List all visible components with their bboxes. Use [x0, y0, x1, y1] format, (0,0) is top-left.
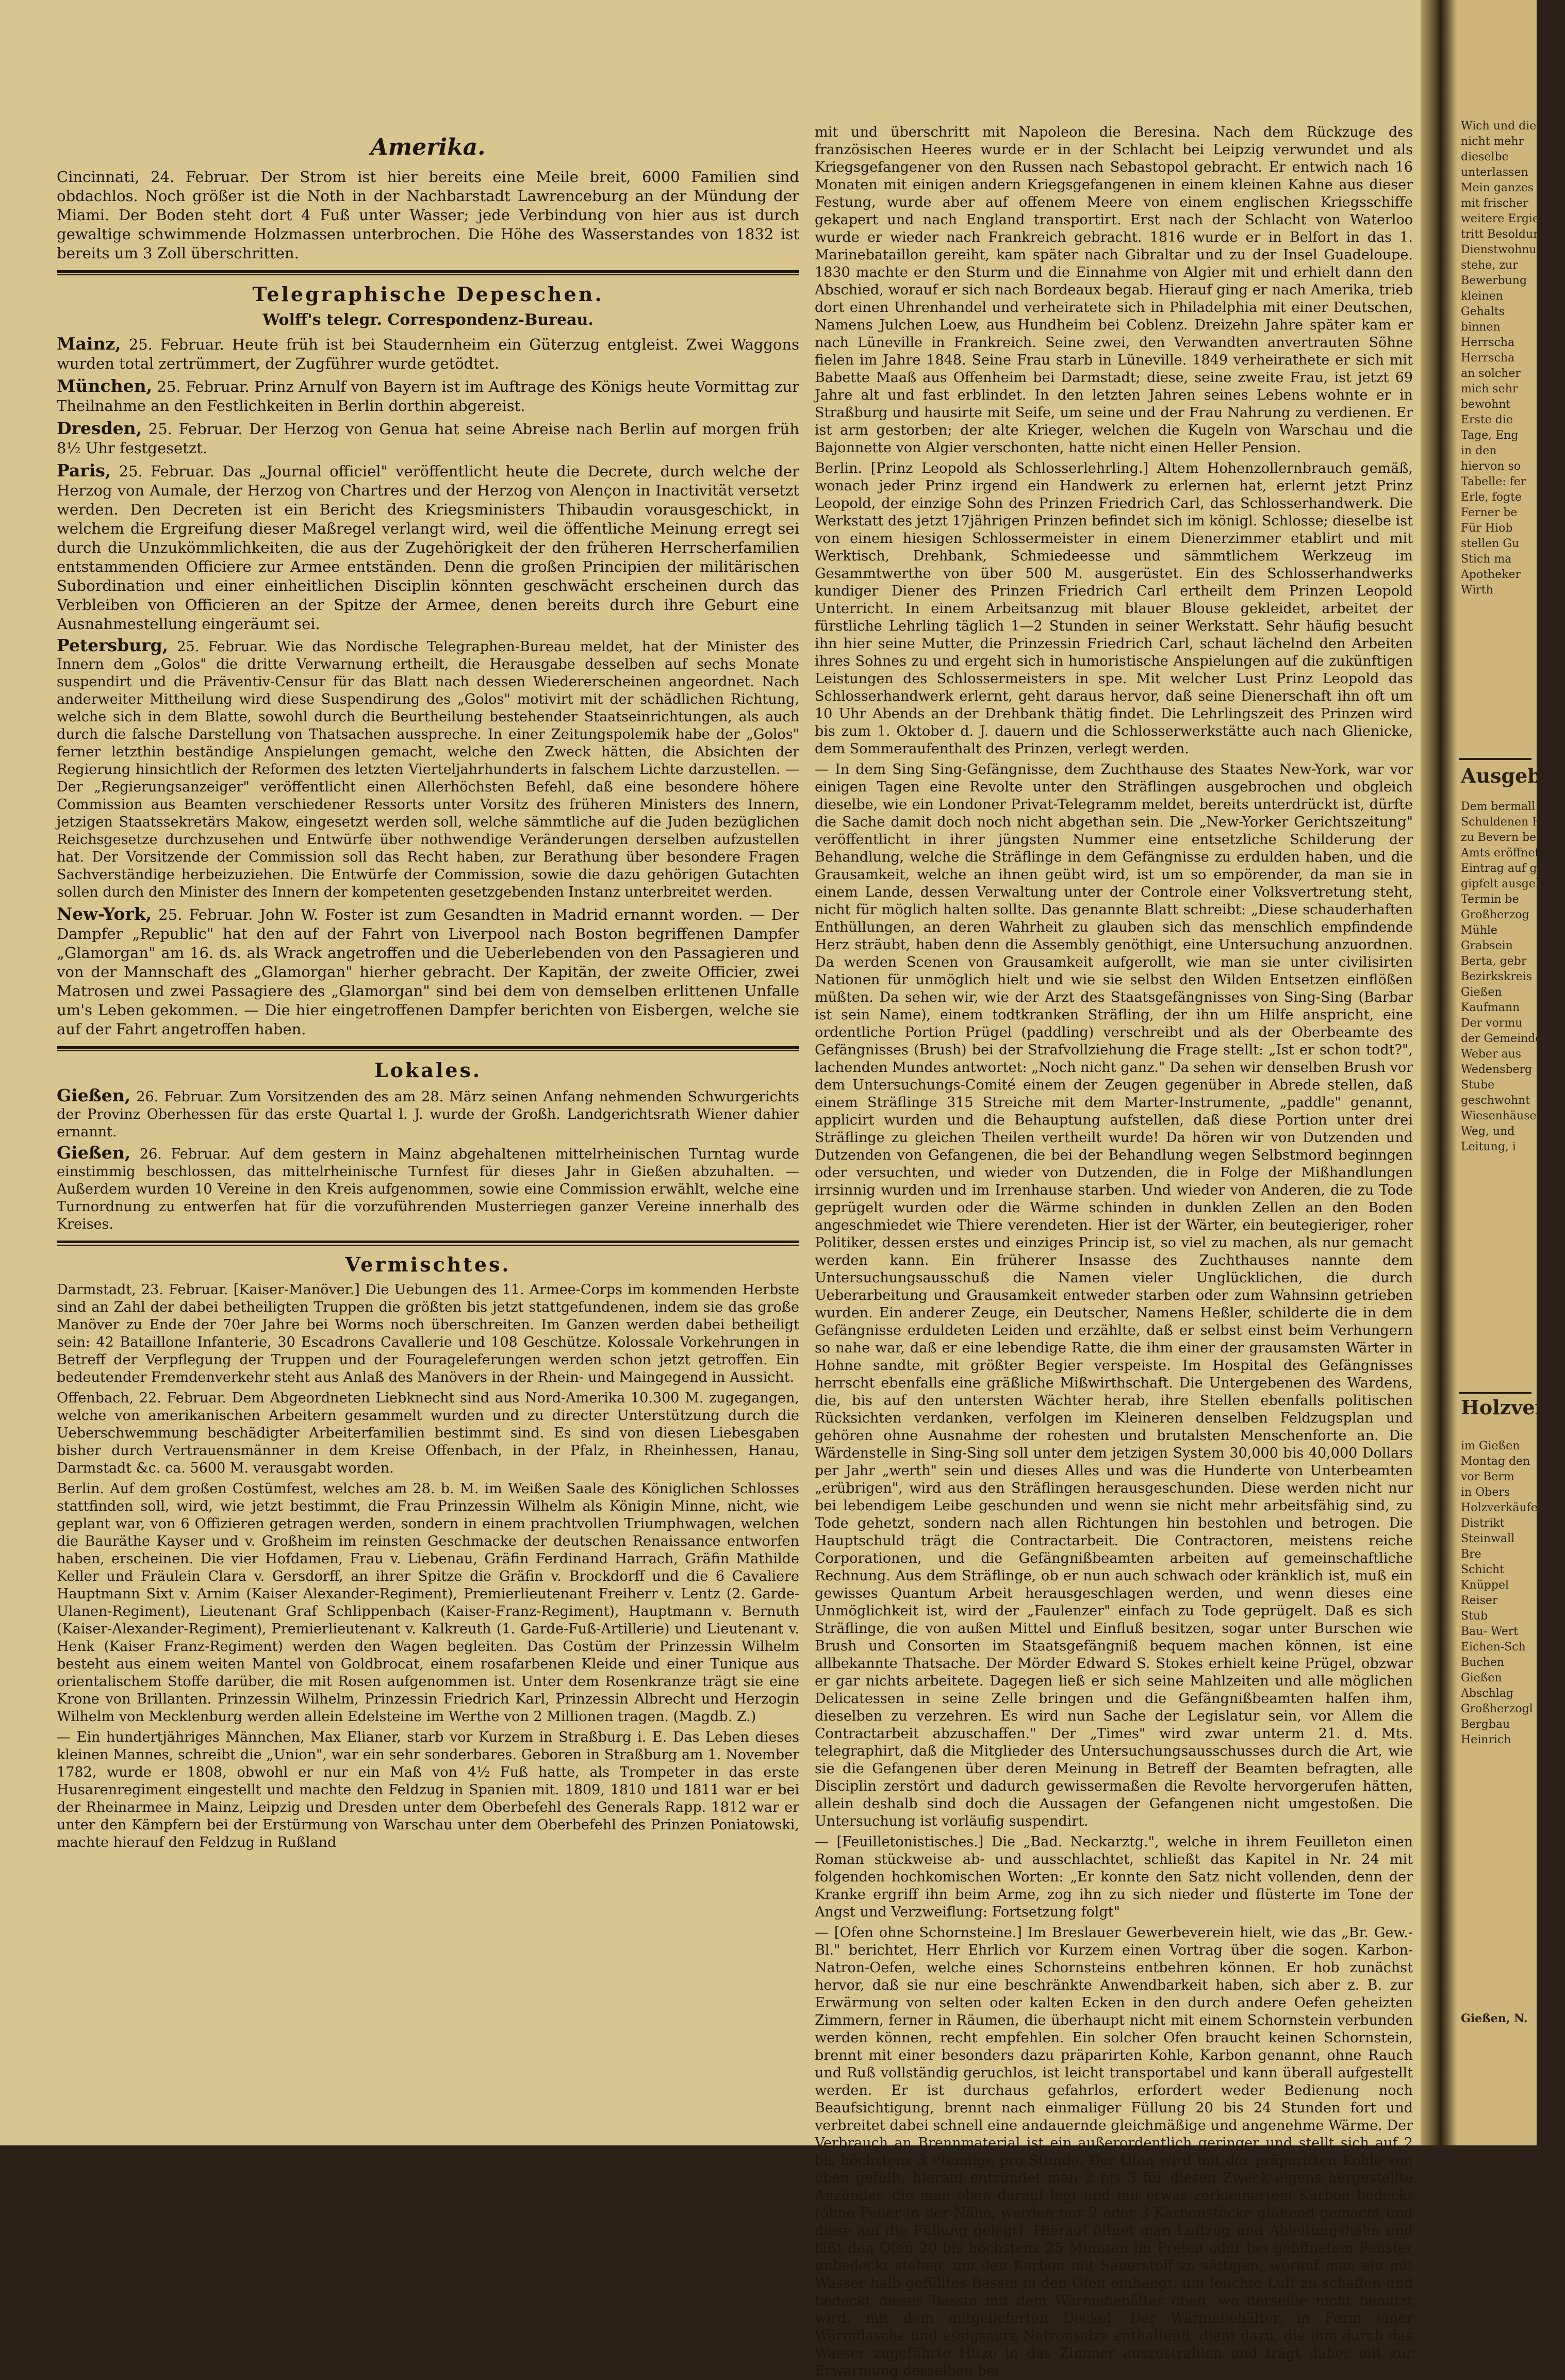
telegraph-item-mainz — [57, 334, 799, 373]
dateline: Gießen, — [57, 1085, 131, 1105]
strip-fragment-line: Dienstwohnung — [1461, 243, 1551, 256]
strip-fragment-line: Amts eröffnet, h — [1461, 847, 1554, 860]
strip-fragment-line: Gießen — [1461, 1672, 1502, 1684]
telegraph-text: 25. Februar. Heute früh ist bei Staudernheim ein Güterzug entgleist. Zwei Waggons wurden total zertrümmert, der Zugführer wurde getödtet. — [57, 336, 799, 372]
section-divider — [57, 1046, 799, 1051]
strip-fragment-line: Ferner be — [1461, 506, 1518, 519]
lokales-item — [57, 1144, 799, 1233]
vermischtes-paragraph: — In dem Sing Sing-Gefängnisse, dem Zuchthause des Staates New-York, war vor einigen Tagen eine Revolte unter den Sträflingen ausgebrochen und obgleich dieselbe, wie ein Londoner Privat-Telegramm meldet, bereits unterdrückt ist, dürfte die Sache damit doch noch nicht abgethan sein. Die „New-Yorker Gerichtszeitung" veröffentlicht in ihrer jüngsten Nummer eine entsetzliche Schilderung der Behandlung, welche die Sträflinge in dem Gefängnisse zu erdulden haben, und die Grausamkeit, welche an ihnen geübt wird, ist um so empörender, da man sie in einem Lande, dessen Verwaltung unter der Controle einer Volksvertretung steht, nicht für möglich halten sollte. Das genannte Blatt schreibt: „Diese schauderhaften Enthüllungen, an deren Wahrheit zu glauben sich das menschlich empfindende Herz sträubt, haben denn die Assembly genöthigt, eine Untersuchung anzuordnen. Da werden Scenen von Grausamkeit aufgerollt, wie man sie unter civilisirten Nationen für unmöglich hielt und wie sie selbst den Wilden Entsetzen einflößen müßten. Da sehen wir, wie der Arzt des Staatsgefängnisses von Sing-Sing (Barbar ist sein Name), einem todtkranken Sträfling, der ihn um Hilfe anspricht, eine ordentliche Portion Prügel (paddling) verschreibt und als der Oberbeamte des Gefängnisses (Brush) bei der Strafvollziehung die Frage stellt: „Ist er schon todt?", lachenden Mundes antwortet: „Noch nicht ganz." Da sehen wir denselben Brush vor dem Untersuchungs-Comité einem der Zeugen gegenüber in Abrede stellen, daß einem Sträflinge 315 Streiche mit dem Marter-Instrumente, „paddle" genannt, applicirt wurden und die Behauptung aufstellen, daß diese Portion unter drei Sträflinge zu gleichen Theilen vertheilt wurde! Da hören wir von Dutzenden und Dutzenden von Gefangenen, die bei der Behandlung wegen Selbstmord beginngen oder versuchten, und wieder von Dutzenden, die in Folge der Mißhandlungen irrsinnig wurden und im Irrenhause starben. Und wieder von Anderen, die zu Tode geprügelt wurden oder die Wärme schinden in dunklen Zellen an den Boden angeschmiedet wie Thiere verendeten. Hier ist der Wärter, ein beutegieriger, roher Politiker, dessen erstes und einziges Princip ist, so viel zu machen, als nur gemacht werden kann. Ein früherer Insasse des Zuchthauses nannte dem Untersuchungsausschuß die Namen vieler Unglücklichen, die durch Ueberarbeitung und Grausamkeit entweder starben oder zum Wahnsinn getrieben wurden. Ein anderer Zeuge, ein Deutscher, Namens Heßler, schilderte die in dem Gefängnisse erduldeten Leiden und erzählte, daß er selbst einst beim Verhungern so nahe war, daß er eine lebendige Ratte, die ihm einer der grausamsten Wärter in Hohne sandte, mit größter Begier verspeiste. Im Hospital des Gefängnisses herrscht ebenfalls eine gräßliche Mißwirthschaft. Die Untergebenen des Wardens, die, bis auf den untersten Wächter herab, ihre Stellen ebenfalls politischen Rücksichten verdanken, verfolgen im Kleineren denselben Feldzugsplan und gehören ohne Ausnahme der rohesten und brutalsten Menschenforte an. Die Wärdenstelle in Sing-Sing soll unter dem jetzigen System 30,000 bis 40,000 Dollars per Jahr „werth" sein und dieses Alles und was die Hunderte von Unterbeamten „erübrigen", wird aus den Sträflingen herausgeschunden. Diese werden nicht nur bei lebendigem Leibe geschunden und wenn sie nicht mehr arbeitsfähig sind, zu Tode gehetzt, sondern nach allen Richtungen hin bestohlen und betrogen. Die Hauptschuld trägt die Contractarbeit. Die Contractoren, meistens reiche Corporationen, und die Gefängnißbeamten arbeiten auf gemeinschaftliche Rechnung. Aus dem Sträflinge, ob er nun auch schwach oder kränklich ist, muß ein gewisses Quantum Arbeit herausgeschlagen werden, und wenn dieses eine Unmöglichkeit ist, wird der „Faulenzer" einfach zu Tode geprügelt. Daß es sich Sträflinge, die von außen Mittel und Einfluß besitzen, sogar unter Burschen wie Brush und Consorten im Staatsgefängniß bequem machen können, ist eine allbekannte Thatsache. Der Mörder Edward S. Stokes erhielt keine Prügel, obzwar er gar nichts arbeitete. Dagegen ließ er sich seine Mahlzeiten und alle möglichen Delicatessen in seine Zelle bringen und die Gefängnißbeamten halfen ihm, dieselben zu verzehren. Es wird nun Sache der Legislatur sein, vor Allem die Contractarbeit abzuschaffen." Der „Times" wird zwar unterm 21. d. Mts. telegraphirt, daß die Mitglieder des Untersuchungsausschusses durch die Art, wie sie die Gefangenen über deren Meinung in Betreff der Beamten befragten, alle Disciplin zerstört und dadurch gewissermaßen die Revolte hervorgerufen hätten, allein deshalb sind doch die Aussagen der Gefangenen nicht umgestoßen. Die Untersuchung ist vorläufig suspendirt. — [815, 762, 1413, 1829]
strip-fragment-line: dieselbe — [1461, 151, 1509, 163]
right-column — [815, 124, 1413, 2379]
vermischtes-paragraph: Offenbach, 22. Februar. Dem Abgeordneten Liebknecht sind aus Nord-Amerika 10.300 M. zugegangen, welche von amerikanischen Arbeitern gesammelt wurden und zu directer Unterstützung durch die Ueberschwemmung beschädigter Arbeiterfamilien bestimmt sind. Es sind von diesen Liebesgaben bisher durch Vertrauensmänner in dem Kreise Offenbach, in der Pfalz, in Rheinhessen, Hanau, Darmstadt &c. ca. 5600 M. verausgabt worden. — [57, 1390, 799, 1476]
vermischtes-paragraph: Berlin. Auf dem großen Costümfest, welches am 28. b. M. im Weißen Saale des Königlichen Schlosses stattfinden soll, wird, wie jetzt bestimmt, die Frau Prinzessin Wilhelm als Königin Minne, nicht, wie geplant war, von 6 Offizieren getragen werden, sondern in einem prachtvollen Triumphwagen, welchen die Bauräthe Kayser und v. Großheim im reinsten Geschmacke der deutschen Renaissance entworfen haben, erscheinen. Die vier Hofdamen, Frau v. Liebenau, Gräfin Ferdinand Harrach, Gräfin Mathilde Keller und Fräulein Clara v. Gersdorff, an ihrer Spitze die Gräfin v. Brockdorff und die 6 Cavaliere Hauptmann Sixt v. Arnim (Kaiser Alexander-Regiment), Premierlieutenant Freiherr v. Lentz (2. Garde-Ulanen-Regiment), Lieutenant Graf Schlippenbach (Kaiser-Franz-Regiment), Hauptmann v. Bernuth (Kaiser-Alexander-Regiment), Premierlieutenant v. Kalkreuth (1. Garde-Fuß-Artillerie) und Lieutenant v. Henk (Kaiser Franz-Regiment) werden den Wagen begleiten. Das Costüm der Prinzessin Wilhelm besteht aus einem weiten Mantel von Goldbrocat, einem rosafarbenen Kleide und einer Tunique aus orientalischem Stoffe darüber, die mit Rosen aufgenommen ist. Unter dem Rosenkranze trägt sie eine Krone von Brillanten. Prinzessin Wilhelm, Prinzessin Friedrich Karl, Prinzessin Albrecht und Herzogin Wilhelm von Mecklenburg werden allein Edelsteine im Werthe von 2 Millionen tragen. (Magdb. Z.) — [57, 1481, 799, 1725]
strip-fragment-line: im Gießen — [1461, 1440, 1520, 1452]
strip-divider — [1459, 1392, 1531, 1394]
dateline: Dresden, — [57, 418, 142, 438]
strip-fragment-line: Wiesenhäuser — [1461, 1110, 1542, 1122]
strip-fragment-line: Wich und die — [1461, 120, 1537, 133]
strip-fragment-line: Bezirkskreis — [1461, 970, 1533, 983]
dateline: Petersburg, — [57, 635, 169, 655]
strip-fragment-line: der Gemeinde — [1461, 1032, 1542, 1045]
strip-fragment-line: hiervon so — [1461, 460, 1521, 473]
telegraph-heading: Telegraphische Depeschen. — [252, 283, 604, 306]
telegraph-text: 25. Februar. Der Herzog von Genua hat seine Abreise nach Berlin auf morgen früh 8½ Uhr festgesetzt. — [57, 420, 799, 457]
strip-fragment-line: in Obers — [1461, 1486, 1510, 1499]
vermischtes-paragraph: — [Feuilletonistisches.] Die „Bad. Neckarztg.", welche in ihrem Feuilleton einen Roman stückweise ab- und ausschlachtet, schließt das Kapitel in Nr. 24 mit folgenden hochkomischen Worten: „Er konnte den Satz nicht vollenden, denn der Kranke ergriff ihn beim Arme, zog ihn zu sich nieder und flüsterte im Tone der Angst und Verzweiflung: Fortsetzung folgt" — [815, 1834, 1413, 1920]
strip-footer: Gießen, N. — [1461, 2012, 1528, 2025]
strip-fragment-line: Erste die — [1461, 414, 1513, 426]
strip-fragment-line: kleinen — [1461, 290, 1503, 303]
strip-fragment-line: Buchen — [1461, 1656, 1505, 1669]
strip-fragment-line: Berta, gebr — [1461, 955, 1527, 968]
section-divider — [57, 270, 799, 275]
amerika-article: Cincinnati, 24. Februar. Der Strom ist hier bereits eine Meile breit, 6000 Familien sind obdachlos. Noch größer ist die Noth in der Nachbarstadt Lawrenceburg an der Mündung der Miami. Der Boden steht dort 4 Fuß unter Wasser; jede Verbindung von hier aus ist durch gewaltige schwimmende Holzmassen unterbrochen. Die Höhe des Wasserstandes von 1832 ist bereits um 3 Zoll überschritten. — [57, 168, 799, 262]
strip-fragment-line: Bewerbung — [1461, 274, 1527, 287]
vermischtes-paragraph: — [Ofen ohne Schornsteine.] Im Breslauer Gewerbeverein hielt, wie das „Br. Gew.-Bl." berichtet, Herr Ehrlich vor Kurzem einen Vortrag über die sogen. Karbon-Natron-Oefen, welche eines Schornsteins entbehren können. Er hob zunächst hervor, daß sie nur eine beschränkte Anwendbarkeit haben, sich aber z. B. zur Erwärmung von selten oder kalten Ecken in den durch andere Oefen geheizten Zimmern, ferner in Räumen, die überhaupt nicht mit einem Schornstein verbunden werden können, recht empfehlen. Ein solcher Ofen braucht keinen Schornstein, brennt mit einer besonders dazu präparirten Kohle, Karbon genannt, ohne Rauch und Ruß vollständig geruchlos, ist leicht transportabel und kann überall aufgestellt werden. Er ist durchaus gefahrlos, erfordert weder Bedienung noch Beaufsichtigung, brennt nach einmaliger Füllung 20 bis 24 Stunden fort und verbreitet dabei schnell eine andauernde gleichmäßige und angenehme Wärme. Der Verbrauch an Brennmaterial ist ein außerordentlich geringer und stellt sich auf 2 bis höchstens 3 Pfennige pro Stunde. Der Ofen wird mit der präparirten Kohle von oben gefüllt, hierauf entzündet man 2 bis 3 für diesen Zweck eigens hergestellte Anzünder, die man oben darauf legt und mit etwas zerkleinertem Karbon bedeckt (ohne Feuer in der Nähe, werden nur 2 oder 3 Karbonstücke glühend gemacht und diese auf die Füllung gelegt). Hierauf öffnet man Luftzug und Ableitungshahn und läßt den Ofen 20 bis höchstens 25 Minuten im Freien oder bei geöffnetem Fenster unbedeckt stehen, um den Karbon mit Sauerstoff zu sättigen, worauf man ein mit Wasser halb gefülltes Bassin in den Ofen einhängt, um feuchte Luft zu schaffen und bedeckt dieses Bassin mit dem Wärmebehälter oben, wo derselbe nicht benutzt wird, mit dem mitgelieferten Deckel. Der Wärmebehälter, in Form einer Wärmflasche und essigsaure Natronsalze enthaltend, dient dazu, die ihm durch das Wasser zugeführte Hitze in das Zimmer auszustrahlen und trägt daher mit zur Erwärmung desselben bei. — [815, 1925, 1413, 2379]
strip-fragment-line: Großherzogl — [1461, 1703, 1533, 1715]
strip-fragment-line: mich sehr — [1461, 383, 1518, 395]
telegraph-text: 25. Februar. Das „Journal officiel" veröffentlicht heute die Decrete, durch welche der Herzog von Aumale, der Herzog von Chartres und der Herzog von Alençon in Inactivität versetzt werden. Den Decreten ist ein Bericht des Kriegsministers Thibaudin vorausgeschickt, in welchem die Ergreifung dieser Maßregel verlangt wird, weil die öffentliche Meinung erregt sei durch die Unzukömmlichkeiten, die aus der Zugehörigkeit der den früheren Herrscherfamilien entstammenden Officiere zur Armee entständen. Denn die großen Principien der militärischen Subordination und einer einheitlichen Disciplin könnten geschwächt erscheinen durch das Verbleiben von Officieren an der Spitze der Armee, denen bereits durch ihre Geburt eine Ausnahmestellung eingeräumt sei. — [57, 462, 799, 633]
strip-fragment-line: Schicht — [1461, 1563, 1504, 1576]
lokales-text: 26. Februar. Zum Vorsitzenden des am 28. März seinen Anfang nehmenden Schwurgerichts der Provinz Oberhessen für das erste Quartal l. J. wurde der Großh. Landgerichtsrath Wiener dahier ernannt. — [57, 1089, 799, 1140]
strip-fragment-line: Weg, und — [1461, 1125, 1515, 1138]
strip-fragment-line: geschwohnt — [1461, 1094, 1530, 1107]
dateline: New-York, — [57, 904, 152, 924]
strip-text-top — [1461, 119, 1551, 598]
book-binding-gutter — [1421, 0, 1457, 2145]
strip-fragment-line: in den — [1461, 444, 1497, 457]
strip-fragment-line: stehe, zur — [1461, 259, 1518, 272]
strip-fragment-line: Leitung, i — [1461, 1141, 1516, 1153]
strip-fragment-line: Gießen — [1461, 986, 1502, 999]
telegraph-text: 25. Februar. Wie das Nordische Telegraphen-Bureau meldet, hat der Minister des Innern dem „Golos" die dritte Verwarnung ertheilt, die Herausgabe desselben auf sechs Monate suspendirt und die Präventiv-Censur für das Blatt nach dessen Wiedererscheinen angeordnet. Nach anderweiter Mittheilung wird diese Suspendirung des „Golos" motivirt mit der schädlichen Richtung, welche sich in dem Blatte, sowohl durch die Beurtheilung bestehender Staatseinrichtungen, als auch durch die falsche Darstellung von Thatsachen ausspreche. In einer Zeitungspolemik habe der „Golos" ferner letzthin beständige Anspielungen gemacht, welche den Zweck hätten, die Absichten der Regierung hinsichtlich der Reformen des letzten Vierteljahrhunderts in falschem Lichte darzustellen. — Der „Regierungsanzeiger" veröffentlicht einen Allerhöchsten Befehl, daß eine besondere höhere Commission aus Beamten verschiedener Ressorts unter Vorsitz des früheren Ministers des Innern, jetzigen Staatssekretärs Makow, eingesetzt werden soll, welche sämmtliche auf die Juden bezüglichen Reichsgesetze durchzusehen und Entwürfe über nothwendige Veränderungen derselben aufzustellen hat. Der Vorsitzende der Commission soll das Recht haben, zur Berathung über besondere Fragen Sachverständige herbeizuziehen. Die Entwürfe der Commission, sowie die dazu gehörigen Gutachten sollen durch den Minister des Innern der kompetenten gesetzgebenden Instanz unterbreitet werden. — [57, 639, 799, 900]
strip-fragment-line: Termin be — [1461, 893, 1519, 906]
strip-fragment-line: gipfelt ausgebot — [1461, 878, 1555, 890]
strip-fragment-line: bewohnt — [1461, 398, 1511, 411]
strip-fragment-line: Knüppel — [1461, 1579, 1509, 1592]
dateline: Gießen, — [57, 1143, 131, 1163]
strip-fragment-line: Holzverkäufe — [1461, 1501, 1538, 1514]
strip-fragment-line: tritt Besoldun — [1461, 228, 1541, 241]
lokales-heading: Lokales. — [374, 1059, 482, 1082]
strip-fragment-line: Heinrich — [1461, 1733, 1511, 1746]
section-divider — [57, 1241, 799, 1246]
strip-fragment-line: Erle, fogte — [1461, 491, 1522, 504]
strip-fragment-line: Stich ma — [1461, 553, 1512, 566]
telegraph-text: 25. Februar. Prinz Arnulf von Bayern ist im Auftrage des Königs heute Vormittag zur Theilnahme an den Festlichkeiten in Berlin dorthin abgereist. — [57, 378, 800, 415]
strip-fragment-line: Stube — [1461, 1079, 1495, 1092]
strip-fragment-line: Wedensberg — [1461, 1063, 1533, 1076]
vermischtes-paragraph: — Ein hundertjähriges Männchen, Max Elianer, starb vor Kurzem in Straßburg i. E. Das Leben dieses kleinen Mannes, schreibt die „Union", war ein sehr sonderbares. Geboren in Straßburg am 1. November 1782, wurde er 1808, obwohl er nur ein Maß von 4½ Fuß hatte, als Trompeter in das erste Husarenregiment eingestellt und machte den Feldzug in Spanien mit. 1809, 1810 und 1811 war er bei der Rheinarmee in Mainz, Leipzig und Dresden unter dem Oberbefehl des Generals Rapp. 1812 war er unter den Kämpfern bei der Erstürmung von Warschau unter dem Oberbefehl des Prinzen Poniatowski, machte hierauf den Feldzug in Rußland — [57, 1729, 799, 1850]
telegraph-text: 25. Februar. John W. Foster ist zum Gesandten in Madrid ernannt worden. — Der Dampfer „Republic" hat den auf der Fahrt von Liverpool nach Boston begriffenen Dampfer „Glamorgan" am 16. ds. als Wrack angetroffen und die Ueberlebenden von den Passagieren und von der Mannschaft des „Glamorgan" hierher gebracht. Der Kapitän, der zweite Officier, zwei Matrosen und zwei Passagiere des „Glamorgan" sind bei dem von demselben erlittenen Unfalle um's Leben gekommen. — Die hier eingetroffenen Dampfer berichten von Eisbergen, welche sie auf der Fahrt angetroffen haben. — [57, 906, 800, 1038]
strip-fragment-line: Abschlag — [1461, 1687, 1513, 1700]
strip-fragment-line: Herrscha — [1461, 352, 1515, 365]
telegraph-subheading: Wolff's telegr. Correspondenz-Bureau. — [262, 311, 594, 329]
strip-fragment-line: Bre — [1461, 1548, 1481, 1561]
adjacent-page-strip — [1457, 0, 1565, 2145]
strip-fragment-line: Eintrag auf gele — [1461, 862, 1554, 875]
strip-fragment-line: Stub — [1461, 1610, 1488, 1623]
strip-fragment-line: zu Bevern ben — [1461, 831, 1544, 844]
telegraph-item-muenchen — [57, 376, 799, 416]
strip-fragment-line: Tage, Eng — [1461, 429, 1519, 442]
strip-fragment-line: vor Berm — [1461, 1470, 1514, 1483]
telegraph-item-newyork — [57, 904, 799, 1039]
strip-fragment-line: weitere Ergie — [1461, 212, 1539, 225]
strip-fragment-line: Apotheker — [1461, 568, 1521, 581]
strip-fragment-line: Bau- Wert — [1461, 1625, 1519, 1638]
strip-fragment-line: nicht mehr — [1461, 135, 1524, 148]
strip-fragment-line: Eichen-Sch — [1461, 1641, 1526, 1654]
strip-fragment-line: Reiser — [1461, 1594, 1498, 1607]
strip-fragment-line: Bergbau — [1461, 1718, 1510, 1731]
lokales-item — [57, 1087, 799, 1141]
strip-fragment-line: Für Hiob — [1461, 522, 1513, 535]
strip-fragment-line: Großherzog — [1461, 908, 1529, 921]
dateline: Paris, — [57, 460, 111, 481]
strip-fragment-line: Herrscha — [1461, 336, 1515, 349]
strip-fragment-line: stellen Gu — [1461, 537, 1520, 550]
dateline: Mainz, — [57, 334, 121, 354]
telegraph-item-paris — [57, 461, 799, 634]
strip-fragment-line: mit frischer — [1461, 197, 1528, 210]
telegraph-item-petersburg — [57, 637, 799, 901]
left-column — [57, 124, 799, 2124]
strip-fragment-line: Mühle — [1461, 924, 1497, 937]
strip-fragment-line: Weber aus — [1461, 1048, 1522, 1061]
strip-fragment-line: Schuldenen Heinr — [1461, 816, 1565, 829]
vermischtes-paragraph: mit und überschritt mit Napoleon die Beresina. Nach dem Rückzuge des französischen Heeres wurde er in der Schlacht bei Leipzig verwundet und als Kriegsgefangener von den Russen nach Sebastopol gebracht. Er entwich nach 16 Monaten mit einigen andern Kriegsgefangenen in einem kleinen Kahne aus dieser Festung, wurde aber auf offenem Meere von einem englischen Kriegsschiffe gekapert und nach England transportirt. Erst nach der Schlacht von Waterloo wurde er wieder nach Frankreich gebracht. 1816 wurde er in Belfort in das 1. Marinebataillon gereiht, kam später nach Gibraltar und zu der Insel Guadeloupe. 1830 machte er den Sturm und die Einnahme von Algier mit und erhielt dann den Abschied, worauf er sich nach Bordeaux begab. Hierauf ging er nach Amerika, trieb dort einen Uhrenhandel und verheiratete sich in Philadelphia mit einer Deutschen, Namens Julchen Loew, aus Hundheim bei Coblenz. Dreizehn Jahre später kam er nach Lüneville in Frankreich. Seine zwei, den Verwandten anvertrauten Söhne fielen im Jahre 1848. Seine Frau starb in Lüneville. 1849 verheirathete er sich mit Babette Maaß aus Offenheim bei Darmstadt; diese, seine zweite Frau, ist jetzt 69 Jahre alt und fast erblindet. In den letzten Jahren seines Lebens wohnte er in Straßburg und hausirte mit Seife, um seine und der Frau Nahrung zu verdienen. Er ist arm gestorben; der alte Krieger, welchen die Kugeln von Warschau und die Bajonnette von Algier verschonten, hatte nicht einen Heller Pension. — [815, 124, 1413, 456]
strip-fragment-line: Distrikt — [1461, 1517, 1505, 1530]
strip-text-bottom — [1461, 1439, 1538, 1748]
telegraph-item-dresden — [57, 419, 799, 458]
strip-divider — [1459, 758, 1531, 760]
vermischtes-paragraph: Berlin. [Prinz Leopold als Schlosserlehrling.] Altem Hohenzollernbrauch gemäß, wonach jeder Prinz irgend ein Handwerk zu erlernen hat, erlernt jetzt Prinz Leopold, der einzige Sohn des Prinzen Friedrich Carl, das Schlosserhandwerk. Die Werkstatt des jetzt 17jährigen Prinzen befindet sich im königl. Schlosse; dieselbe ist von einem hiesigen Schlossermeister in einem Dienerzimmer etablirt und mit Werktisch, Drehbank, Schmiedeesse und sämmtlichem Werkzeug im Gesammtwerthe von über 500 M. ausgerüstet. Ein des Schlosserhandwerks kundiger Diener des Prinzen Friedrich Carl ertheilt dem Prinzen Leopold Unterricht. In einem Arbeitsanzug mit blauer Blouse gekleidet, arbeitet der fürstliche Lehrling täglich 1—2 Stunden in seiner Werkstatt. Sehr häufig besucht ihn hier seine Mutter, die Prinzessin Friedrich Carl, schaut lächelnd den Arbeiten ihres Sohnes zu und ergeht sich in humoristische Anspielungen auf die zukünftigen Leistungen des Schlossermeisters in spe. Mit welcher Lust Prinz Leopold das Schlosserhandwerk erlernt, geht daraus hervor, daß seine Dienerschaft ihn oft um 10 Uhr Abends an der Drehbank thätig findet. Die Lehrlingszeit des Prinzen wird bis zum 1. Oktober d. J. dauern und die Schlosserwerkstätte auch nach Glienicke, dem Sommeraufenthalt des Prinzen, verlegt werden. — [815, 460, 1413, 757]
amerika-heading: Amerika. — [370, 134, 486, 160]
strip-fragment-line: Steinwall — [1461, 1532, 1515, 1545]
dateline: München, — [57, 376, 153, 396]
strip-fragment-line: unterlassen — [1461, 166, 1528, 179]
vermischtes-paragraph: Darmstadt, 23. Februar. [Kaiser-Manöver.] Die Uebungen des 11. Armee-Corps im kommenden Herbste sind an Zahl der dabei betheiligten Truppen die größten bis jetzt stattgefundenen, indem sie das große Manöver zu Ende der 70er Jahre bei Worms noch überschreiten. Im Ganzen werden dabei betheiligt sein: 42 Bataillone Infanterie, 30 Escadrons Cavallerie und 108 Geschütze. Kolossale Vorkehrungen in Betreff der Verpflegung der Truppen und der Fourageleferungen werden schon jetzt getroffen. Ein bedeutender Fremdenverkehr steht aus Anlaß des Manövers in der Rhein- und Maingegend in Aussicht. — [57, 1282, 799, 1385]
strip-fragment-line: Gehalts — [1461, 305, 1505, 318]
vermischtes-heading: Vermischtes. — [345, 1253, 511, 1276]
strip-fragment-line: Grabsein — [1461, 939, 1513, 952]
strip-heading: Holzver — [1461, 1396, 1545, 1419]
strip-fragment-line: binnen — [1461, 321, 1501, 334]
lokales-text: 26. Februar. Auf dem gestern in Mainz abgehaltenen mittelrheinischen Turntag wurde einstimmig beschlossen, das mittelrheinische Turnfest für dieses Jahr in Gießen abzuhalten. — Außerdem wurden 10 Vereine in den Kreis aufgenommen, sowie eine Commission erwählt, welche eine Turnordnung zu entwerfen hat für die vorzuführenden Musterriegen ganzer Vereine innerhalb des Kreises. — [57, 1146, 799, 1232]
strip-text-mid — [1461, 799, 1565, 1155]
strip-fragment-line: Montag den — [1461, 1455, 1530, 1468]
strip-fragment-line: Mein ganzes — [1461, 181, 1534, 194]
strip-fragment-line: Wirth — [1461, 584, 1493, 597]
strip-fragment-line: Kaufmann — [1461, 1001, 1520, 1014]
strip-fragment-line: an solcher — [1461, 367, 1521, 380]
strip-heading: Ausgebo — [1461, 764, 1555, 787]
strip-fragment-line: Tabelle: fer — [1461, 475, 1526, 488]
strip-fragment-line: Dem bermall — [1461, 800, 1536, 813]
strip-fragment-line: Der vormu — [1461, 1017, 1523, 1030]
